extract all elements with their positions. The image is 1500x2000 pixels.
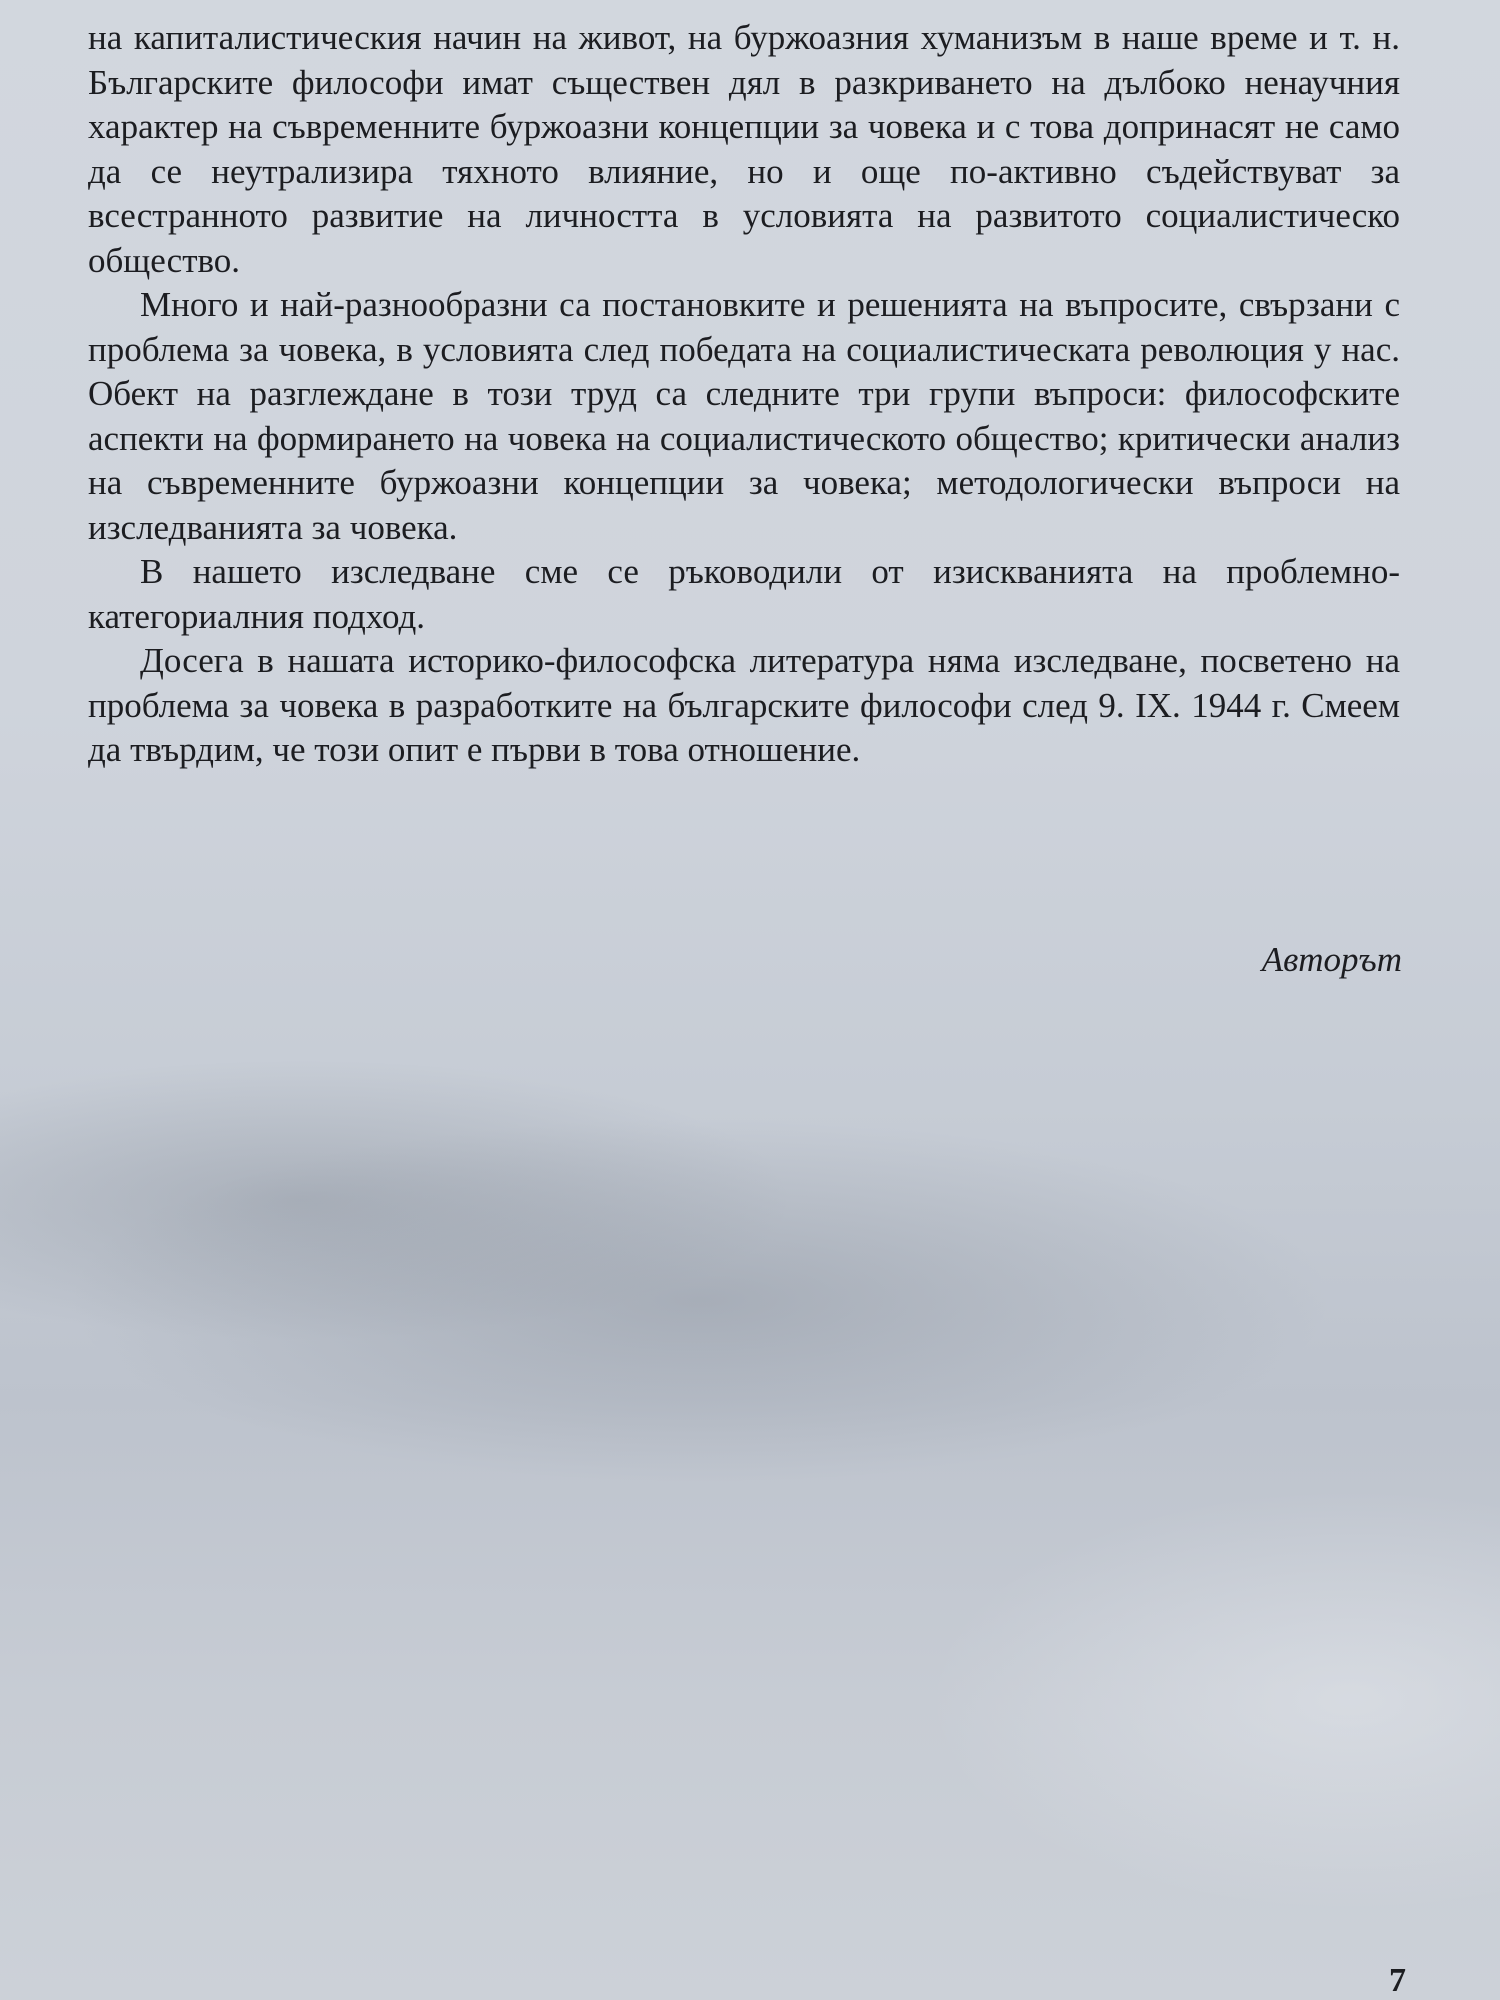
body-text bbox=[88, 16, 1400, 773]
paragraph-approach: В нашето изследване сме се ръководили от изискванията на проблемно-категориалния подход. bbox=[88, 552, 1400, 636]
paragraph-continuation: на капиталистическия начин на живот, на буржоазния хуманизъм в наше време и т. н. Българските философи имат съществен дял в разкриването на дълбоко ненаучния характер на съвременните буржоазни концепции за човека и с това допринасят не само да се неутрализира тяхното влияние, но и още по-активно съдействуват за всестранното развитие на личността в условията на развитото социалистическо общество. bbox=[88, 18, 1400, 280]
author-signature: Авторът bbox=[1261, 940, 1402, 979]
page-number: 7 bbox=[1389, 1962, 1406, 1999]
paragraph-scope: Много и най-разнообразни са постановките и решенията на въпросите, свързани с проблема за човека, в условията след победата на социалистическата революция у нас. Обект на разглеждане в този труд са следните три групи въпроси: философските аспекти на формирането на човека на социалистическото общество; критически анализ на съвременните буржоазни концепции за човека; методологически въпроси на изследванията за човека. bbox=[88, 285, 1400, 547]
paragraph-novelty: Досега в нашата историко-философска литература няма изследване, посветено на проблема за човека в разработките на българските философи след 9. IX. 1944 г. Смеем да твърдим, че този опит е първи в това отношение. bbox=[88, 641, 1400, 769]
